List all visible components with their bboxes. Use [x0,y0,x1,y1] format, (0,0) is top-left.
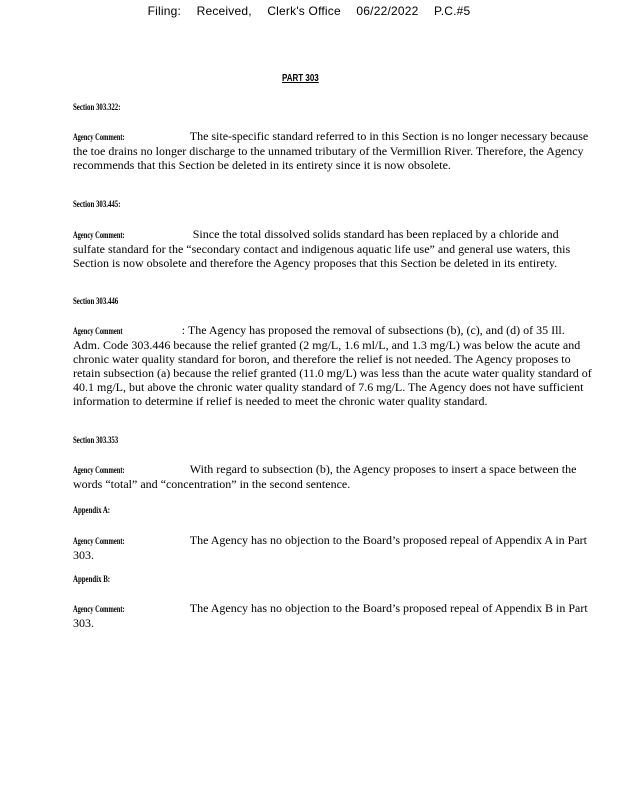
part-title: PART 303 [282,73,319,84]
filing-stamp-header [0,4,618,18]
filing-label: Filing: [147,4,182,18]
pc-number: P.C.#5 [434,4,471,18]
agency-comment-label: Agency Comment: [73,132,125,142]
comment-text: The Agency has no objection to the Board’s proposed repeal of Appendix A in Part 303. [73,533,587,562]
agency-comment-paragraph [73,601,593,630]
agency-comment-label: Agency Comment: [73,536,125,546]
clerks-office-label: Clerk's Office [267,4,341,18]
section-heading: Section 303.353 [73,436,119,446]
filing-date: 06/22/2022 [356,4,419,18]
comment-text: Since the total dissolved solids standard has been replaced by a chloride and sulfate standard for the “secondary contact and indigenous aquatic life use” and general use waters, this Section is now obsolete and therefore the Agency proposes that this Section be deleted in its entirety. [73,227,571,270]
agency-comment-paragraph [73,533,593,562]
comment-text: : The Agency has proposed the removal of subsections (b), (c), and (d) of 35 Ill. Adm. Code 303.446 because the relief granted (2 mg/L, 1.6 ml/L, and 1.3 mg/L) was below the acute and chronic water quality standard for boron, and therefore the relief is not needed. The Agency proposes to retain subsection (a) because the relief granted (11.0 mg/L) was less than the acute water quality standard of 40.1 mg/L, but above the chronic water quality standard of 7.6 mg/L. The Agency does not have sufficient information to determine if relief is needed to meet the chronic water quality standard. [73,323,592,408]
section-heading: Appendix A: [73,506,111,516]
agency-comment-paragraph [73,129,593,172]
received-label: Received, [196,4,252,18]
comment-text: The site-specific standard referred to in this Section is no longer necessary because the toe drains no longer discharge to the unnamed tributary of the Vermillion River. Therefore, the Agency recommends that this Section be deleted in its entirety since it is now obsolete. [73,129,589,172]
agency-comment-paragraph [73,227,593,270]
agency-comment-label: Agency Comment: [73,230,125,240]
agency-comment-label: Agency Comment [73,326,123,336]
agency-comment-label: Agency Comment: [73,465,125,475]
section-heading: Appendix B: [73,575,111,585]
section-heading: Section 303.322: [73,103,121,113]
agency-comment-label: Agency Comment: [73,604,125,614]
agency-comment-paragraph [73,462,593,491]
agency-comment-paragraph [73,323,593,408]
comment-text: The Agency has no objection to the Board’s proposed repeal of Appendix B in Part 303. [73,601,588,630]
comment-text: With regard to subsection (b), the Agency proposes to insert a space between the words “total” and “concentration” in the second sentence. [73,462,577,491]
section-heading: Section 303.446 [73,297,119,307]
section-heading: Section 303.445: [73,200,121,210]
